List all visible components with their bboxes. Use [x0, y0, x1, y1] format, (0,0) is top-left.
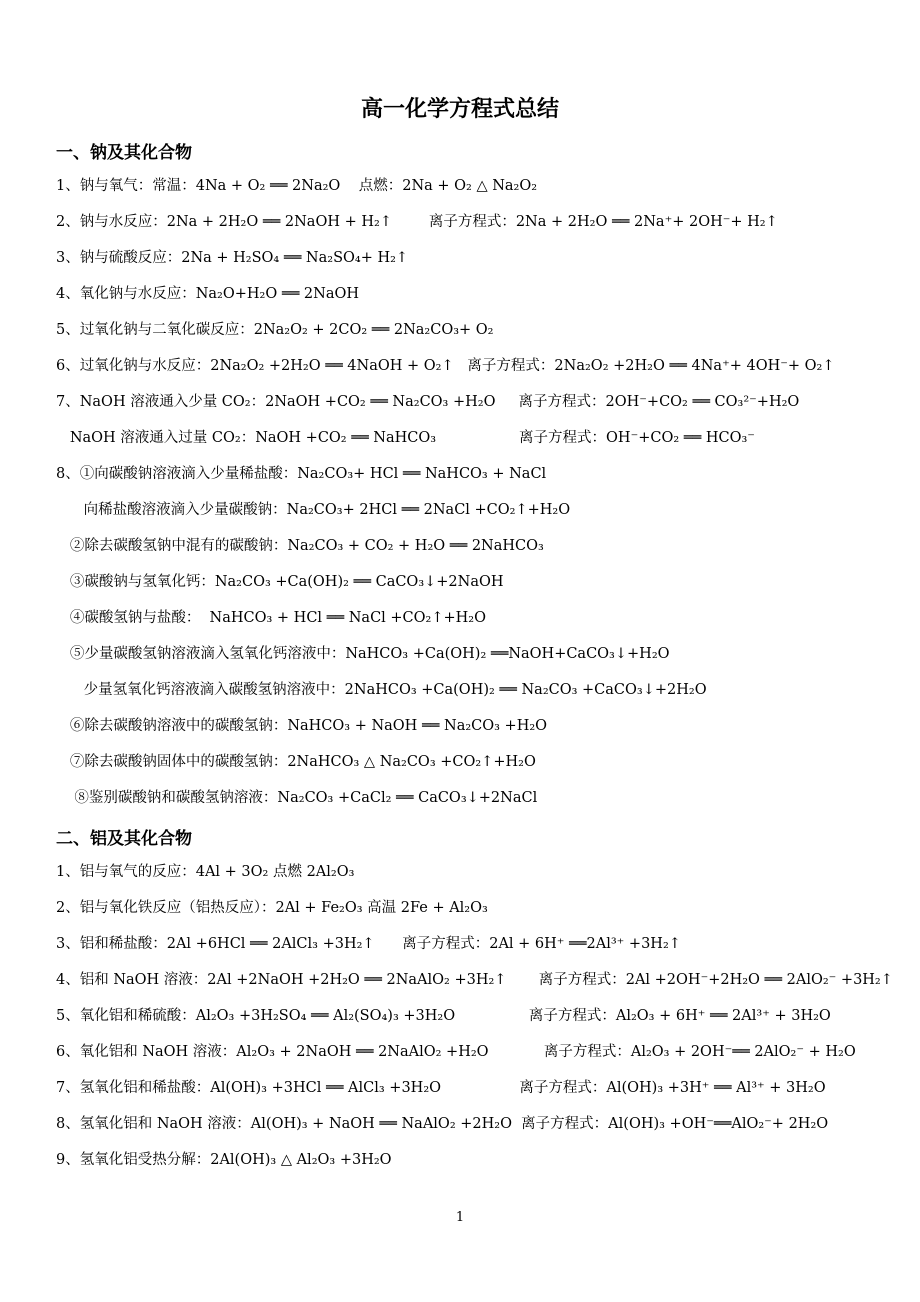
equation-line: 6、氧化铝和 NaOH 溶液：Al₂O₃ + 2NaOH ══ 2NaAlO₂ +H₂O 离子方程式：Al₂O₃ + 2OH⁻══ 2AlO₂⁻ + H₂O [56, 1044, 856, 1060]
section-heading-aluminum: 二、铝及其化合物 [56, 829, 192, 849]
equation-line: 4、铝和 NaOH 溶液：2Al +2NaOH +2H₂O ══ 2NaAlO₂ +3H₂↑ 离子方程式：2Al +2OH⁻+2H₂O ══ 2AlO₂⁻ +3H₂↑ [56, 972, 893, 988]
equation-line: 向稀盐酸溶液滴入少量碳酸钠：Na₂CO₃+ 2HCl ══ 2NaCl +CO₂↑+H₂O [56, 502, 571, 518]
equation-line: 2、钠与水反应：2Na + 2H₂O ══ 2NaOH + H₂↑ 离子方程式：2Na + 2H₂O ══ 2Na⁺+ 2OH⁻+ H₂↑ [56, 214, 778, 230]
equation-line: 1、钠与氧气：常温：4Na + O₂ ══ 2Na₂O 点燃：2Na + O₂ △ Na₂O₂ [56, 178, 538, 194]
equation-line: 9、氢氧化铝受热分解：2Al(OH)₃ △ Al₂O₃ +3H₂O [56, 1152, 392, 1168]
equation-line: 8、氢氧化铝和 NaOH 溶液：Al(OH)₃ + NaOH ══ NaAlO₂ +2H₂O 离子方程式：Al(OH)₃ +OH⁻══AlO₂⁻+ 2H₂O [56, 1116, 829, 1132]
section-heading-sodium: 一、钠及其化合物 [56, 143, 192, 163]
equation-line: ⑦除去碳酸钠固体中的碳酸氢钠：2NaHCO₃ △ Na₂CO₃ +CO₂↑+H₂O [56, 754, 536, 770]
equation-line: 7、氢氧化铝和稀盐酸：Al(OH)₃ +3HCl ══ AlCl₃ +3H₂O 离子方程式：Al(OH)₃ +3H⁺ ══ Al³⁺ + 3H₂O [56, 1080, 826, 1096]
equation-line: ⑧鉴别碳酸钠和碳酸氢钠溶液：Na₂CO₃ +CaCl₂ ══ CaCO₃↓+2NaCl [56, 790, 538, 806]
equation-line: 5、氧化铝和稀硫酸：Al₂O₃ +3H₂SO₄ ══ Al₂(SO₄)₃ +3H₂O 离子方程式：Al₂O₃ + 6H⁺ ══ 2Al³⁺ + 3H₂O [56, 1008, 831, 1024]
equation-line: 3、铝和稀盐酸：2Al +6HCl ══ 2AlCl₃ +3H₂↑ 离子方程式：2Al + 6H⁺ ══2Al³⁺ +3H₂↑ [56, 936, 681, 952]
equation-line: 4、氧化钠与水反应：Na₂O+H₂O ══ 2NaOH [56, 286, 360, 302]
equation-line: 5、过氧化钠与二氧化碳反应：2Na₂O₂ + 2CO₂ ══ 2Na₂CO₃+ O₂ [56, 322, 494, 338]
equation-line: 6、过氧化钠与水反应：2Na₂O₂ +2H₂O ══ 4NaOH + O₂↑ 离子方程式：2Na₂O₂ +2H₂O ══ 4Na⁺+ 4OH⁻+ O₂↑ [56, 358, 835, 374]
equation-line: 3、钠与硫酸反应：2Na + H₂SO₄ ══ Na₂SO₄+ H₂↑ [56, 250, 409, 266]
equation-line: NaOH 溶液通入过量 CO₂：NaOH +CO₂ ══ NaHCO₃ 离子方程式：OH⁻+CO₂ ══ HCO₃⁻ [56, 430, 755, 446]
equation-line: 2、铝与氧化铁反应（铝热反应）：2Al + Fe₂O₃ 高温 2Fe + Al₂O₃ [56, 900, 488, 916]
equation-line: 少量氢氧化钙溶液滴入碳酸氢钠溶液中：2NaHCO₃ +Ca(OH)₂ ══ Na₂CO₃ +CaCO₃↓+2H₂O [56, 682, 707, 698]
equation-line: ③碳酸钠与氢氧化钙：Na₂CO₃ +Ca(OH)₂ ══ CaCO₃↓+2NaOH [56, 574, 504, 590]
equation-line: ④碳酸氢钠与盐酸： NaHCO₃ + HCl ══ NaCl +CO₂↑+H₂O [56, 610, 487, 626]
equation-line: 8、①向碳酸钠溶液滴入少量稀盐酸：Na₂CO₃+ HCl ══ NaHCO₃ + NaCl [56, 466, 547, 482]
equation-line: ②除去碳酸氢钠中混有的碳酸钠：Na₂CO₃ + CO₂ + H₂O ══ 2NaHCO₃ [56, 538, 544, 554]
equation-line: ⑥除去碳酸钠溶液中的碳酸氢钠：NaHCO₃ + NaOH ══ Na₂CO₃ +H₂O [56, 718, 548, 734]
equation-line: ⑤少量碳酸氢钠溶液滴入氢氧化钙溶液中：NaHCO₃ +Ca(OH)₂ ══NaOH+CaCO₃↓+H₂O [56, 646, 670, 662]
equation-line: 7、NaOH 溶液通入少量 CO₂：2NaOH +CO₂ ══ Na₂CO₃ +H₂O 离子方程式：2OH⁻+CO₂ ══ CO₃²⁻+H₂O [56, 394, 800, 410]
equation-line: 1、铝与氧气的反应：4Al + 3O₂ 点燃 2Al₂O₃ [56, 864, 355, 880]
page-title: 高一化学方程式总结 [360, 97, 559, 122]
page-number: 1 [455, 1210, 465, 1225]
